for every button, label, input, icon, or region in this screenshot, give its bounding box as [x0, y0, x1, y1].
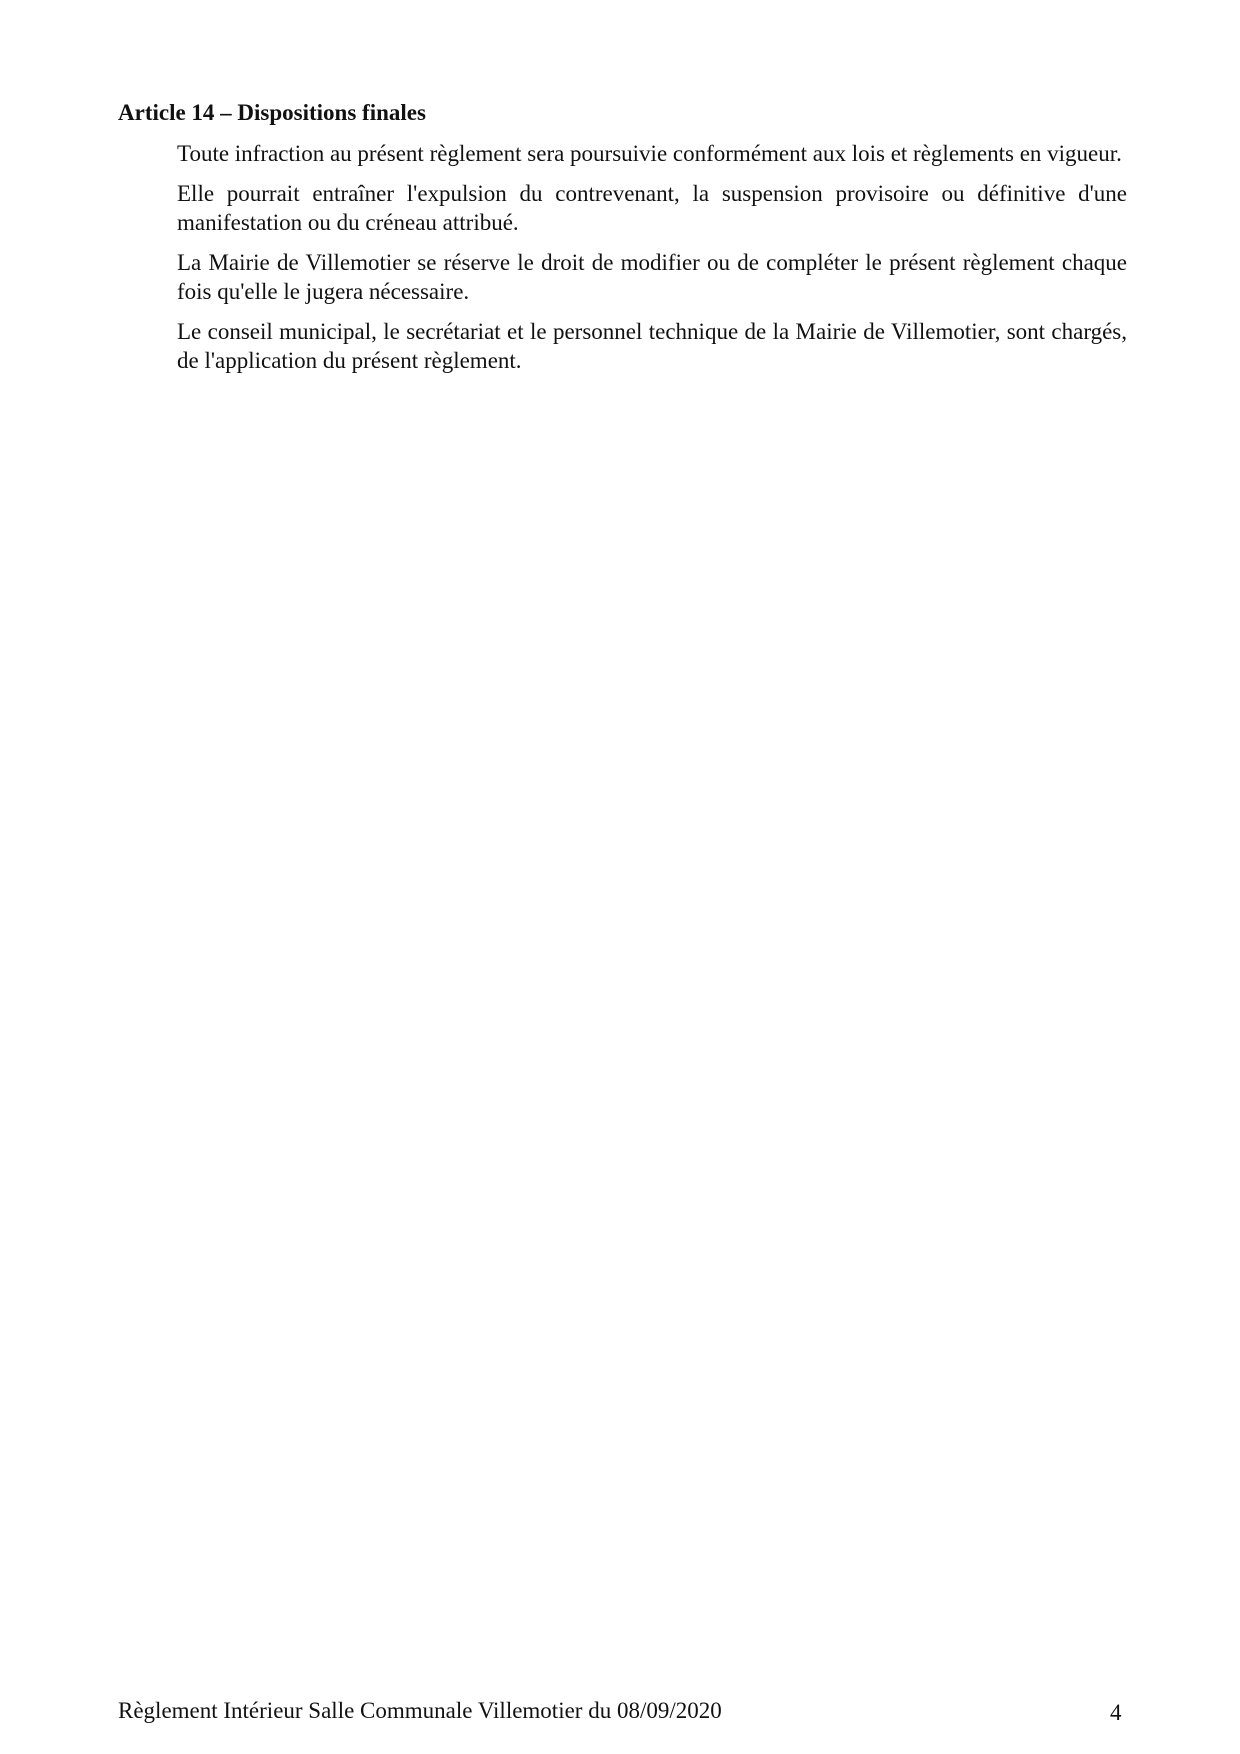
paragraph: Le conseil municipal, le secrétariat et le personnel technique de la Mairie de Villemotier, sont chargés, de l'application du présent règlement.: [177, 319, 1127, 373]
footer-text: Règlement Intérieur Salle Communale Villemotier du 08/09/2020: [118, 1698, 722, 1723]
paragraph: Toute infraction au présent règlement sera poursuivie conformément aux lois et règlements en vigueur.: [177, 141, 1122, 166]
page-number: 4: [1110, 1700, 1122, 1725]
article-body: [177, 139, 1127, 386]
paragraph: Elle pourrait entraîner l'expulsion du contrevenant, la suspension provisoire ou définitive d'une manifestation ou du créneau attribué.: [177, 181, 1127, 235]
paragraph: La Mairie de Villemotier se réserve le droit de modifier ou de compléter le présent règlement chaque fois qu'elle le jugera nécessaire.: [177, 250, 1127, 304]
article-title: Article 14 – Dispositions finales: [118, 100, 426, 125]
